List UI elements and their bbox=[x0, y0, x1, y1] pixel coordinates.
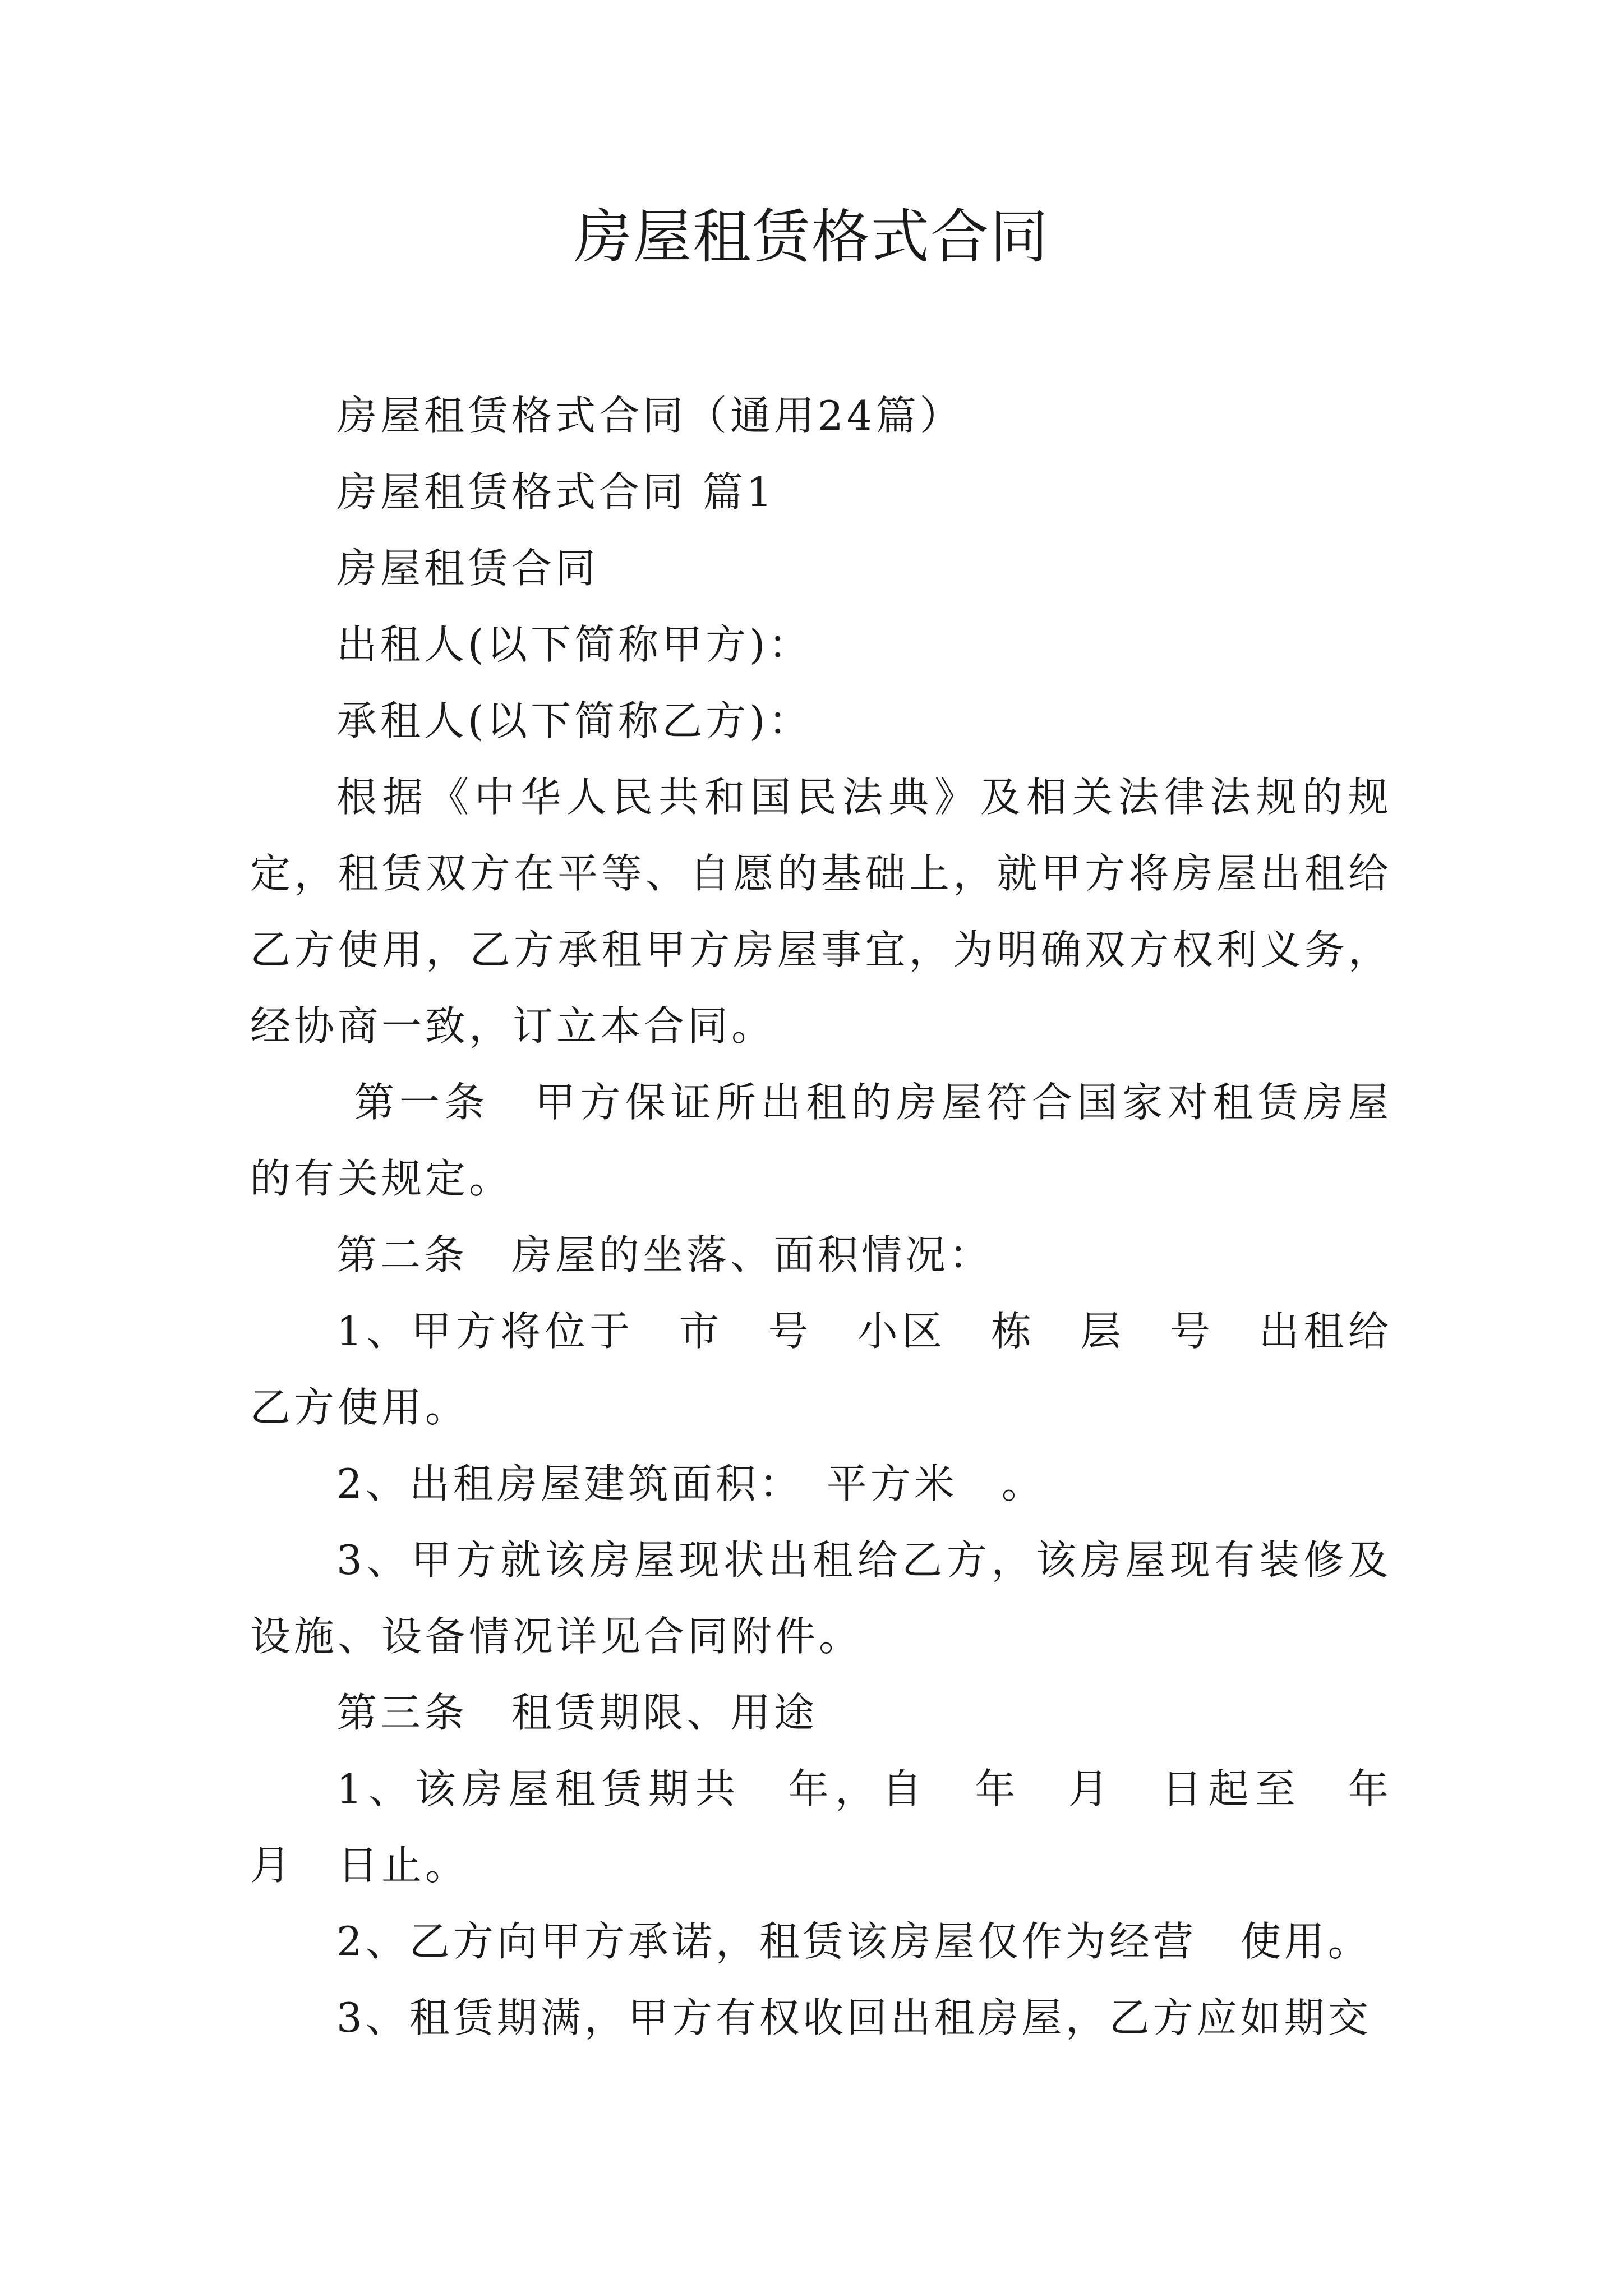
paragraph-article-3-item-1: 1、该房屋租赁期共 年，自 年 月 日起至 年 月 日止。 bbox=[250, 1765, 1436, 1889]
paragraph-article-1: 第一条 甲方保证所出租的房屋符合国家对租赁房屋的有关规定。 bbox=[250, 1079, 1392, 1202]
paragraph-contract-name: 房屋租赁合同 bbox=[336, 545, 600, 592]
paragraph-article-2-item-3: 3、甲方就该房屋现状出租给乙方，该房屋现有装修及设施、设备情况详见合同附件。 bbox=[250, 1536, 1392, 1660]
paragraph-article-2-item-2: 2、出租房屋建筑面积： 平方米 。 bbox=[336, 1460, 1045, 1507]
paragraph-article-3-item-3: 3、租赁期满，甲方有权收回出租房屋，乙方应如期交 bbox=[336, 1994, 1372, 2041]
paragraph-lessor: 出租人(以下简称甲方)： bbox=[336, 621, 813, 668]
paragraph-article-3: 第三条 租赁期限、用途 bbox=[336, 1689, 818, 1736]
paragraph-article-2-item-1: 1、甲方将位于 市 号 小区 栋 层 号 出租给乙方使用。 bbox=[250, 1308, 1392, 1431]
paragraph-section-heading: 房屋租赁格式合同 篇1 bbox=[336, 468, 776, 516]
paragraph-article-2: 第二条 房屋的坐落、面积情况： bbox=[336, 1231, 993, 1278]
document-body bbox=[250, 378, 1436, 2056]
paragraph-lessee: 承租人(以下简称乙方)： bbox=[336, 697, 813, 744]
paragraph-article-3-item-2: 2、乙方向甲方承诺，租赁该房屋仅作为经营 使用。 bbox=[336, 1918, 1372, 1965]
paragraph-preamble: 根据《中华人民共和国民法典》及相关法律法规的规定，租赁双方在平等、自愿的基础上，就甲方将房屋出租给乙方使用，乙方承租甲方房屋事宜，为明确双方权利义务，经协商一致，订立本合同。 bbox=[250, 774, 1392, 1050]
document-title: 房屋租赁格式合同 bbox=[573, 203, 1049, 271]
paragraph-subtitle: 房屋租赁格式合同（通用24篇） bbox=[336, 392, 963, 439]
